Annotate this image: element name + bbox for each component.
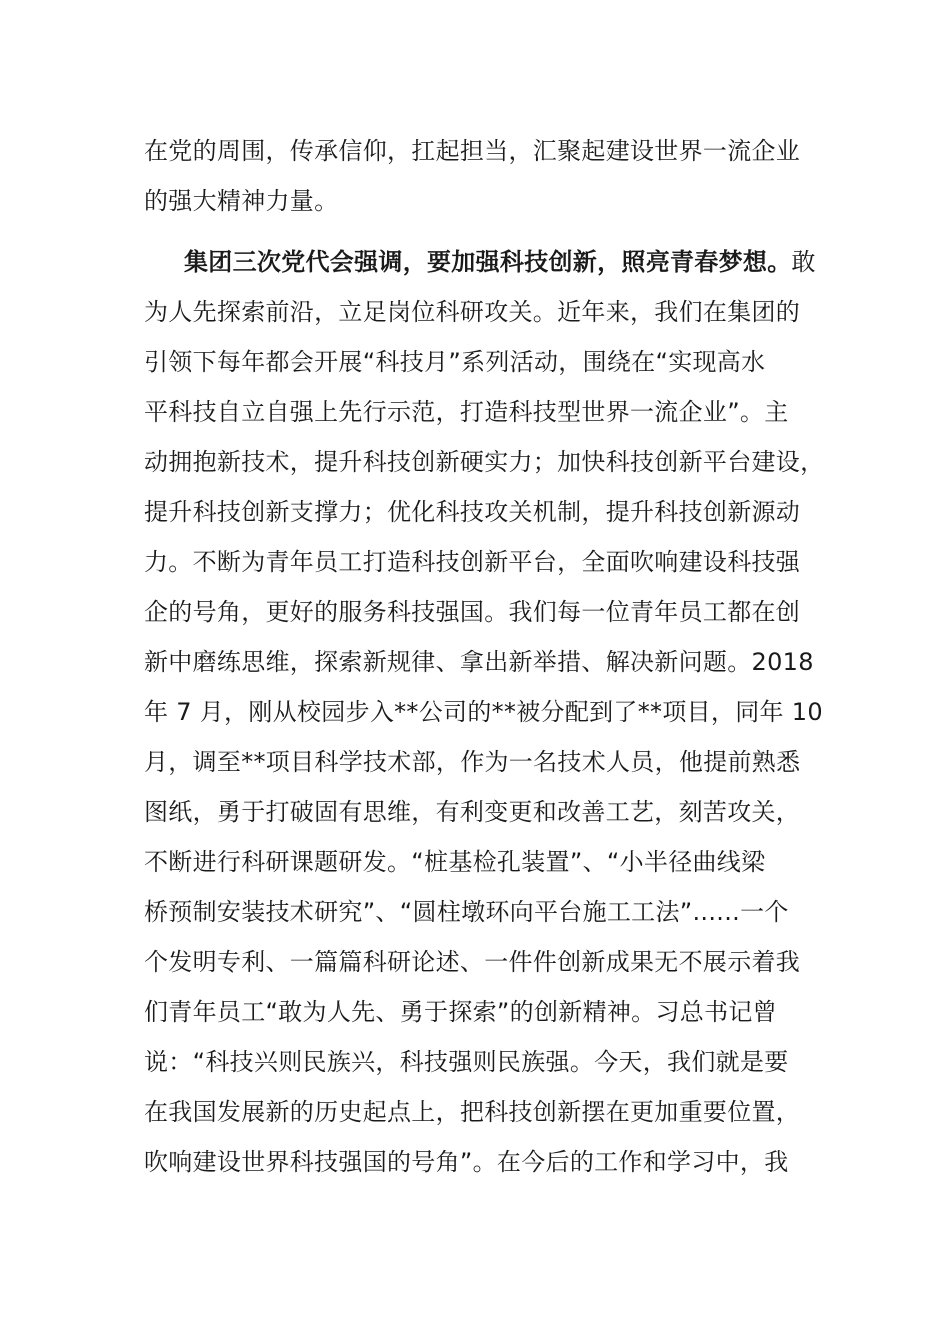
text-line: 桥预制安装技术研究”、“圆柱墩环向平台施工工法”......一个 <box>144 898 789 926</box>
text-line: 说：“科技兴则民族兴，科技强则民族强。今天，我们就是要 <box>144 1048 789 1076</box>
text-line: 提升科技创新支撑力；优化科技攻关机制，提升科技创新源动 <box>144 498 801 526</box>
text-line: 的强大精神力量。 <box>144 187 339 215</box>
text-line: 在党的周围，传承信仰，扛起担当，汇聚起建设世界一流企业 <box>144 137 801 165</box>
text-line: 企的号角，更好的服务科技强国。我们每一位青年员工都在创 <box>144 598 801 626</box>
document-page <box>144 126 825 1187</box>
paragraph-heading: 集团三次党代会强调，要加强科技创新，照亮青春梦想。 <box>184 248 792 276</box>
text-line: 个发明专利、一篇篇科研论述、一件件创新成果无不展示着我 <box>144 948 801 976</box>
paragraph-2 <box>144 237 825 1187</box>
text-line: 年 7 月，刚从校园步入**公司的**被分配到了**项目，同年 10 <box>144 698 823 726</box>
paragraph-first-line <box>144 237 816 287</box>
text-line: 月，调至**项目科学技术部，作为一名技术人员，他提前熟悉 <box>144 748 801 776</box>
text-line: 力。不断为青年员工打造科技创新平台，全面吹响建设科技强 <box>144 548 801 576</box>
text-line: 图纸，勇于打破固有思维，有利变更和改善工艺，刻苦攻关， <box>144 798 801 826</box>
text-line: 吹响建设世界科技强国的号角”。在今后的工作和学习中，我 <box>144 1148 789 1176</box>
text-line: 在我国发展新的历史起点上，把科技创新摆在更加重要位置， <box>144 1098 801 1126</box>
text-line: 引领下每年都会开展“科技月”系列活动，围绕在“实现高水 <box>144 348 766 376</box>
text-line: 不断进行科研课题研发。“桩基检孔装置”、“小半径曲线梁 <box>144 848 766 876</box>
paragraph-1 <box>144 126 808 226</box>
text-line: 为人先探索前沿，立足岗位科研攻关。近年来，我们在集团的 <box>144 298 801 326</box>
text-line: 新中磨练思维，探索新规律、拿出新举措、解决新问题。2018 <box>144 648 814 676</box>
text-line: 动拥抱新技术，提升科技创新硬实力；加快科技创新平台建设， <box>144 448 825 476</box>
text-line: 平科技自立自强上先行示范，打造科技型世界一流企业”。主 <box>144 398 789 426</box>
text-fragment: 敢 <box>791 248 816 276</box>
text-line: 们青年员工“敢为人先、勇于探索”的创新精神。习总书记曾 <box>144 998 777 1026</box>
